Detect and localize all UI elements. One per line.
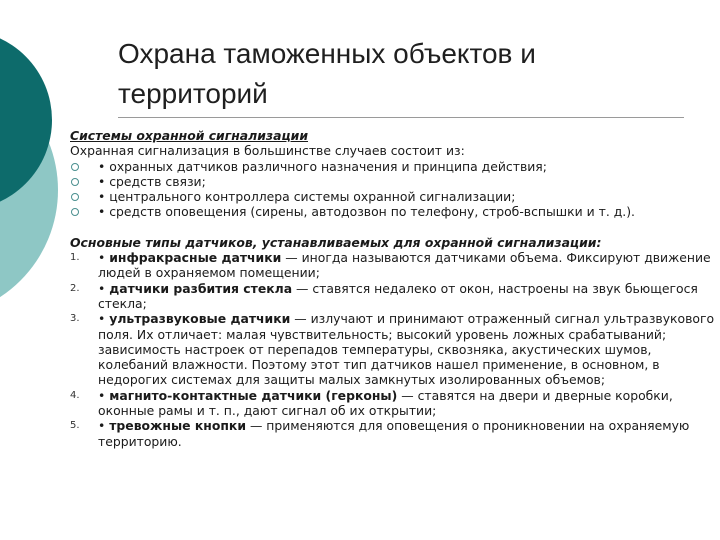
section1-intro: Охранная сигнализация в большинстве случаев состоит из: (70, 143, 465, 159)
list-item: • средств оповещения (сирены, автодозвон по телефону, строб-вспышки и т. д.). (70, 204, 715, 219)
ring-bullet-icon (71, 208, 79, 216)
list-item: • средств связи; (70, 174, 715, 189)
ring-bullet-icon (71, 193, 79, 201)
numbered-item: 5. • тревожные кнопки — применяются для оповещения о проникновении на охраняемую территорию. (70, 418, 690, 449)
slide-body (70, 128, 715, 449)
slide-title: Охрана таможенных объектов и территорий (118, 38, 536, 109)
section2-heading: Основные типы датчиков, устанавливаемых для охранной сигнализации: (70, 234, 602, 250)
numbered-item: 4. • магнито-контактные датчики (герконы) — ставятся на двери и дверные коробки, оконные рамы и т. п., дают сигнал об их открытии; (70, 387, 673, 419)
ring-bullet-icon (71, 178, 79, 186)
item-term: магнито-контактные датчики (герконы) (109, 387, 398, 403)
item-term: инфракрасные датчики (109, 250, 282, 266)
item-number: 2. (70, 282, 80, 294)
decorative-circles (0, 0, 80, 300)
item-number: 5. (70, 420, 80, 432)
title-divider (118, 117, 684, 118)
item-term: ультразвуковые датчики (109, 311, 291, 327)
numbered-item: 2. • датчики разбития стекла — ставятся недалеко от окон, настроены на звук бьющегося стекла; (70, 280, 698, 311)
list-item: • охранных датчиков различного назначения и принципа действия; (70, 159, 715, 174)
item-term: датчики разбития стекла (109, 280, 293, 296)
item-number: 3. (70, 313, 80, 325)
item-term: тревожные кнопки (109, 418, 247, 434)
list-item: • центрального контроллера системы охранной сигнализации; (70, 189, 715, 204)
ring-bullet-icon (71, 163, 79, 171)
section1-heading: Системы охранной сигнализации (70, 128, 309, 143)
item-number: 1. (70, 252, 80, 264)
item-number: 4. (70, 389, 80, 401)
numbered-item: 1. • инфракрасные датчики — иногда называются датчиками объема. Фиксируют движение людей в охраняемом помещении; (70, 250, 711, 281)
numbered-item: 3. • ультразвуковые датчики — излучают и принимают отраженный сигнал ультразвукового поля. Их отличает: малая чувствительность; высокий уровень ложных срабатываний; зависимость настроек от перепадов температуры, сквозняка, акустических шумов, колебаний влажности. Поэтому этот тип датчиков нашел применение, в основном, в недорогих системах для защиты малых замкнутых изолированных объемов; (70, 311, 715, 388)
